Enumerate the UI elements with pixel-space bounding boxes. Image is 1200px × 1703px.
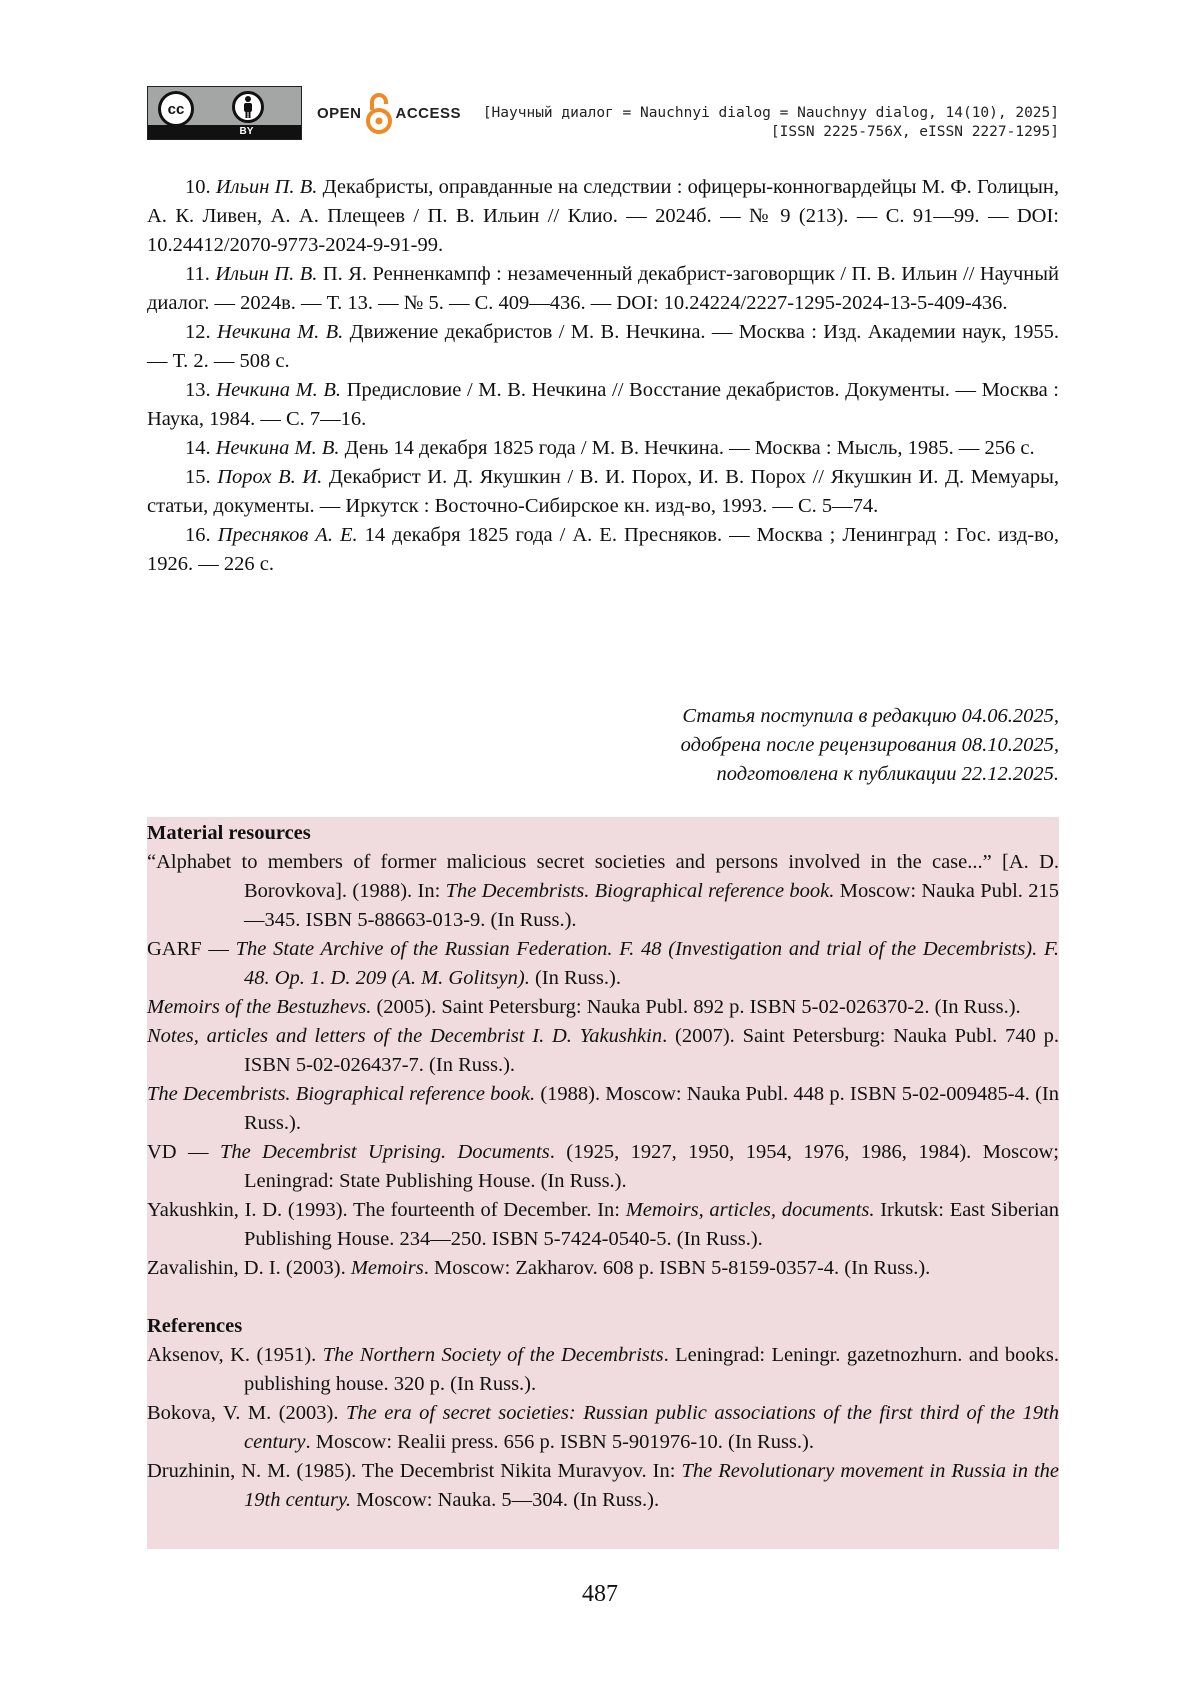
entry-text: . Moscow: Zakharov. 608 p. ISBN 5-8159-0357-4. (In Russ.). xyxy=(423,1257,931,1279)
entry-title: Notes, articles and letters of the Decembrist I. D. Yakushkin xyxy=(147,1025,663,1047)
reference-text: День 14 декабря 1825 года / М. В. Нечкина. — Москва : Мысль, 1985. — 256 с. xyxy=(339,437,1035,459)
entry-title: Memoirs, articles, documents. xyxy=(625,1199,875,1221)
journal-issn: [ISSN 2225-756X, eISSN 2227-1295] xyxy=(770,124,1059,140)
entry-title: The Decembrists. Biographical reference book. xyxy=(147,1083,536,1105)
reference-number: 12. xyxy=(185,321,218,343)
entry-text: “Alphabet to members of former malicious secret societies and persons involved in the case...” [A. D. Borovkova]. (1988). In: xyxy=(147,851,1059,902)
reference-text: П. Я. Ренненкампф : незамеченный декабрист-заговорщик / П. В. Ильин // Научный диалог. — 2024в. — Т. 13. — № 5. — С. 409—436. — DOI: 10.24224/2227-1295-2024-13-5-409-436. xyxy=(147,263,1059,314)
reference-author: Нечкина М. В. xyxy=(217,321,344,343)
entry-title: The Revolutionary movement in Russia in the 19th century. xyxy=(244,1460,1060,1511)
material-resources-heading: Material resources xyxy=(147,822,311,844)
entry-title: Memoirs of the Bestuzhevs. xyxy=(147,996,372,1018)
by-label: BY xyxy=(148,125,301,139)
bibliography-entry xyxy=(147,1457,1059,1515)
bibliography-entry xyxy=(147,1022,1059,1080)
reference-entry xyxy=(147,463,1059,521)
bibliography-entry xyxy=(147,1341,1059,1399)
article-dates xyxy=(147,702,1059,789)
reference-author: Ильин П. В. xyxy=(215,263,318,285)
entry-title: The Decembrist Uprising. Documents xyxy=(219,1141,550,1163)
reference-text: Декабристы, оправданные на следствии : офицеры-конногвардейцы М. Ф. Голицын, А. К. Ливен, А. А. Плещеев / П. В. Ильин // Клио. — 2024б. — № 9 (213). — С. 91—99. — DOI: 10.24412/2070-9773-2024-9-91-99. xyxy=(147,176,1060,256)
reference-author: Нечкина М. В. xyxy=(215,437,340,459)
page-number: 487 xyxy=(582,1581,618,1607)
prepared-date: подготовлена к публикации 22.12.2025. xyxy=(716,763,1059,785)
open-access-right-text: ACCESS xyxy=(395,104,462,122)
attribution-person-icon xyxy=(232,91,264,123)
english-bibliography-section xyxy=(147,817,1059,1549)
entry-text: Irkutsk: East Siberian Publishing House. 234—250. ISBN 5-7424-0540-5. (In Russ.). xyxy=(244,1199,1060,1250)
person-icon xyxy=(237,95,259,119)
reference-author: Порох В. И. xyxy=(217,466,323,488)
reference-entry xyxy=(147,318,1059,376)
reference-entry xyxy=(147,434,1059,463)
bibliography-entry xyxy=(147,1138,1059,1196)
bibliography-entry xyxy=(147,1080,1059,1138)
entry-text: Bokova, V. M. (2003). xyxy=(147,1402,347,1424)
reference-number: 11. xyxy=(185,263,216,285)
entry-title: The era of secret societies: Russian public associations of the first third of the 19th century xyxy=(244,1402,1059,1453)
bibliography-entry xyxy=(147,848,1059,935)
reference-text: Предисловие / М. В. Нечкина // Восстание декабристов. Документы. — Москва : Наука, 1984. — С. 7—16. xyxy=(147,379,1059,430)
open-access-logo xyxy=(317,86,461,140)
reference-entry xyxy=(147,173,1059,260)
entry-text: Moscow: Nauka. 5—304. (In Russ.). xyxy=(351,1489,660,1511)
entry-text: GARF — xyxy=(147,938,236,960)
cc-symbol: cc xyxy=(167,100,185,118)
open-access-left-text: OPEN xyxy=(317,104,362,122)
bibliography-entry xyxy=(147,1254,1059,1283)
reference-author: Нечкина М. В. xyxy=(216,379,342,401)
entry-text: Moscow: Nauka Publ. 215—345. ISBN 5-88663-013-9. (In Russ.). xyxy=(244,880,1060,931)
entry-title: The Decembrists. Biographical reference book. xyxy=(445,880,835,902)
reference-author: Пресняков А. Е. xyxy=(217,524,358,546)
entry-text: Aksenov, K. (1951). xyxy=(147,1344,323,1366)
entry-text: . Leningrad: Leningr. gazetnozhurn. and books. publishing house. 320 p. (In Russ.). xyxy=(244,1344,1059,1395)
bibliography-entry xyxy=(147,935,1059,993)
entry-title: The State Archive of the Russian Federation. F. 48 (Investigation and trial of the Decembrists). F. 48. Op. 1. D. 209 (A. M. Golitsyn). xyxy=(235,938,1059,989)
journal-info xyxy=(483,104,1059,142)
reference-entry xyxy=(147,521,1059,579)
bibliography-entry xyxy=(147,993,1059,1022)
cc-icon xyxy=(158,91,194,127)
bibliography-entry xyxy=(147,1399,1059,1457)
reference-entry xyxy=(147,260,1059,318)
journal-citation: [Научный диалог = Nauchnyi dialog = Nauchnyy dialog, 14(10), 2025] xyxy=(482,105,1059,121)
approved-date: одобрена после рецензирования 08.10.2025, xyxy=(680,734,1059,756)
material-resources-list xyxy=(147,848,1059,1283)
entry-text: Zavalishin, D. I. (2003). xyxy=(147,1257,351,1279)
reference-number: 16. xyxy=(185,524,218,546)
bibliography-entry xyxy=(147,1196,1059,1254)
received-date: Статья поступила в редакцию 04.06.2025, xyxy=(682,705,1059,727)
entry-title: The Northern Society of the Decembrists xyxy=(322,1344,664,1366)
reference-number: 10. xyxy=(185,176,216,198)
references-list xyxy=(147,1341,1059,1515)
reference-number: 14. xyxy=(185,437,216,459)
entry-text: VD — xyxy=(147,1141,220,1163)
reference-text: 14 декабря 1825 года / А. Е. Пресняков. — Москва ; Ленинград : Гос. изд-во, 1926. — 226 с. xyxy=(147,524,1059,575)
references-heading: References xyxy=(147,1315,243,1337)
entry-text: (1988). Moscow: Nauka Publ. 448 p. ISBN 5-02-009485-4. (In Russ.). xyxy=(244,1083,1060,1134)
entry-text: . (2007). Saint Petersburg: Nauka Publ. 740 p. ISBN 5-02-026437-7. (In Russ.). xyxy=(244,1025,1059,1076)
reference-text: Декабрист И. Д. Якушкин / В. И. Порох, И. В. Порох // Якушкин И. Д. Мемуары, статьи, документы. — Иркутск : Восточно-Сибирское кн. изд-во, 1993. — С. 5—74. xyxy=(147,466,1060,517)
page-header xyxy=(147,86,1059,142)
open-access-lock-icon xyxy=(366,92,392,134)
entry-text: Druzhinin, N. M. (1985). The Decembrist Nikita Muravyov. In: xyxy=(147,1460,682,1482)
reference-author: Ильин П. В. xyxy=(215,176,318,198)
reference-entry xyxy=(147,376,1059,434)
entry-text: . (1925, 1927, 1950, 1954, 1976, 1986, 1984). Moscow; Leningrad: State Publishing House. (In Russ.). xyxy=(244,1141,1060,1192)
reference-number: 15. xyxy=(185,466,218,488)
entry-text: (In Russ.). xyxy=(529,967,621,989)
cc-by-license-badge[interactable] xyxy=(147,86,302,140)
entry-title: Memoirs xyxy=(350,1257,424,1279)
reference-number: 13. xyxy=(185,379,217,401)
entry-text: (2005). Saint Petersburg: Nauka Publ. 892 p. ISBN 5-02-026370-2. (In Russ.). xyxy=(371,996,1021,1018)
russian-references-list xyxy=(147,173,1059,579)
entry-text: Yakushkin, I. D. (1993). The fourteenth of December. In: xyxy=(147,1199,626,1221)
entry-text: . Moscow: Realii press. 656 p. ISBN 5-901976-10. (In Russ.). xyxy=(305,1431,814,1453)
reference-text: Движение декабристов / М. В. Нечкина. — Москва : Изд. Академии наук, 1955. — Т. 2. — 508 с. xyxy=(147,321,1059,372)
